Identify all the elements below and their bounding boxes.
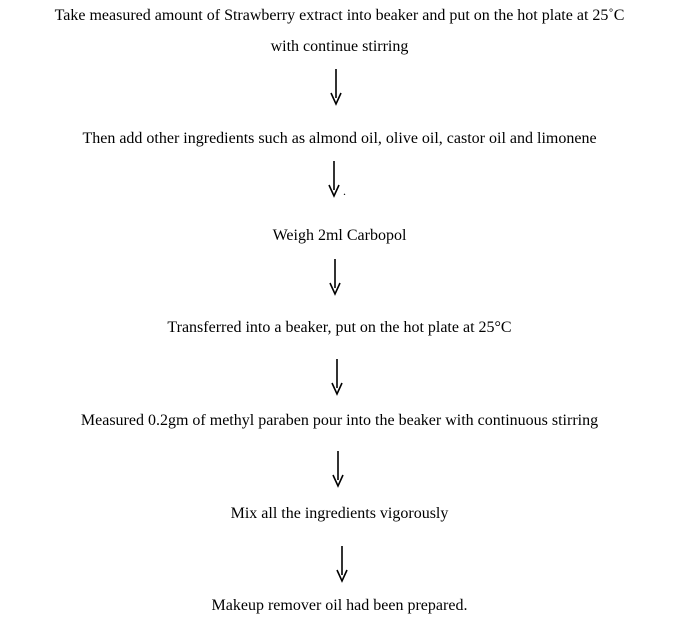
step-1-line-2: with continue stirring <box>270 38 409 55</box>
step-3: Weigh 2ml Carbopol <box>272 227 407 244</box>
step-4: Transferred into a beaker, put on the hot plate at 25°C <box>167 319 512 336</box>
down-arrow-icon <box>328 258 342 296</box>
stray-mark: . <box>343 184 346 198</box>
down-arrow-icon <box>331 450 345 488</box>
step-5: Measured 0.2gm of methyl paraben pour into the beaker with continuous stirring <box>80 412 599 429</box>
step-2: Then add other ingredients such as almond oil, olive oil, castor oil and limonene <box>82 130 597 147</box>
down-arrow-icon <box>330 358 344 396</box>
step-1-line-1: Take measured amount of Strawberry extract into beaker and put on the hot plate at 25˚C <box>54 7 625 24</box>
step-6: Mix all the ingredients vigorously <box>230 505 449 522</box>
down-arrow-icon <box>327 160 341 198</box>
down-arrow-icon <box>329 68 343 106</box>
step-7: Makeup remover oil had been prepared. <box>211 597 468 614</box>
down-arrow-icon <box>335 545 349 583</box>
